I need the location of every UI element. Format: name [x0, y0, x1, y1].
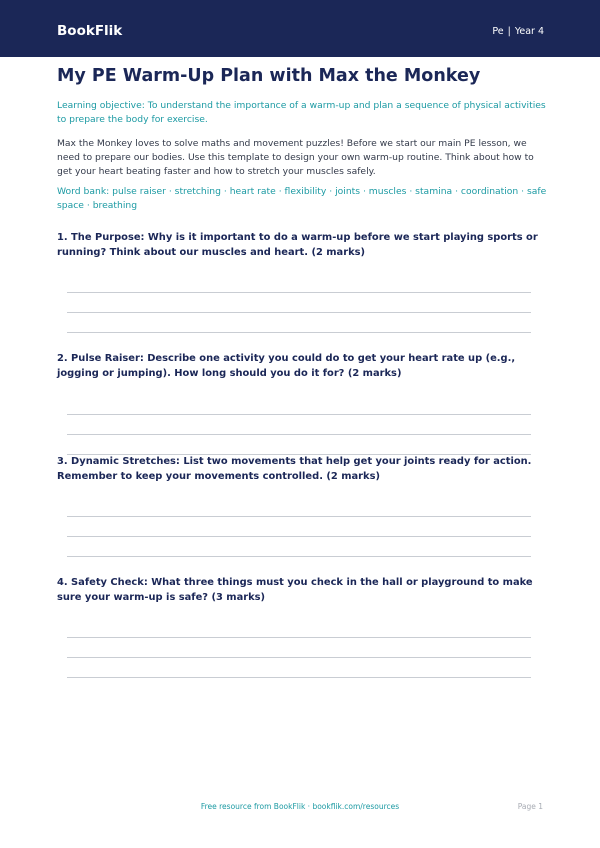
answer-line[interactable]	[67, 677, 531, 678]
year-label: Year 4	[514, 26, 544, 37]
subject-year-label	[492, 26, 544, 37]
answer-line[interactable]	[67, 434, 531, 435]
header-bar	[0, 0, 600, 57]
question-2: 2. Pulse Raiser: Describe one activity you could do to get your heart rate up (e.g., jogging or jumping). How long should you do it for? (2 marks)	[57, 353, 516, 379]
answer-line[interactable]	[67, 536, 531, 537]
answer-line[interactable]	[67, 292, 531, 293]
question-1: 1. The Purpose: Why is it important to do a warm-up before we start playing sports or running? Think about our muscles and heart. (2 marks)	[57, 232, 538, 258]
answer-line[interactable]	[67, 657, 531, 658]
answer-line[interactable]	[67, 516, 531, 517]
answer-line[interactable]	[67, 312, 531, 313]
page-title: My PE Warm-Up Plan with Max the Monkey	[57, 66, 481, 86]
answer-line[interactable]	[67, 414, 531, 415]
answer-line[interactable]	[67, 556, 531, 557]
intro-paragraph: Max the Monkey loves to solve maths and movement puzzles! Before we start our main PE lesson, we need to prepare our bodies. Use this template to design your own warm-up routine. Think about how to get your heart beating faster and how to stretch your muscles safely.	[57, 138, 534, 177]
answer-line[interactable]	[67, 332, 531, 333]
footer-credit: Free resource from BookFlik · bookflik.com/resources	[200, 802, 400, 811]
answer-line[interactable]	[67, 637, 531, 638]
question-3: 3. Dynamic Stretches: List two movements that help get your joints ready for action. Remember to keep your movements controlled. (2 marks)	[57, 456, 532, 482]
page-number: Page 1	[517, 802, 543, 811]
learning-objective: Learning objective: To understand the importance of a warm-up and plan a sequence of physical activities to prepare the body for exercise.	[57, 100, 546, 125]
brand-logo-text: BookFlik	[57, 23, 123, 39]
separator: |	[507, 26, 511, 37]
subject-label: Pe	[492, 26, 504, 37]
question-4: 4. Safety Check: What three things must you check in the hall or playground to make sure your warm-up is safe? (3 marks)	[57, 577, 533, 603]
word-bank: Word bank: pulse raiser · stretching · heart rate · flexibility · joints · muscles · stamina · coordination · safe space · breathing	[57, 186, 547, 211]
